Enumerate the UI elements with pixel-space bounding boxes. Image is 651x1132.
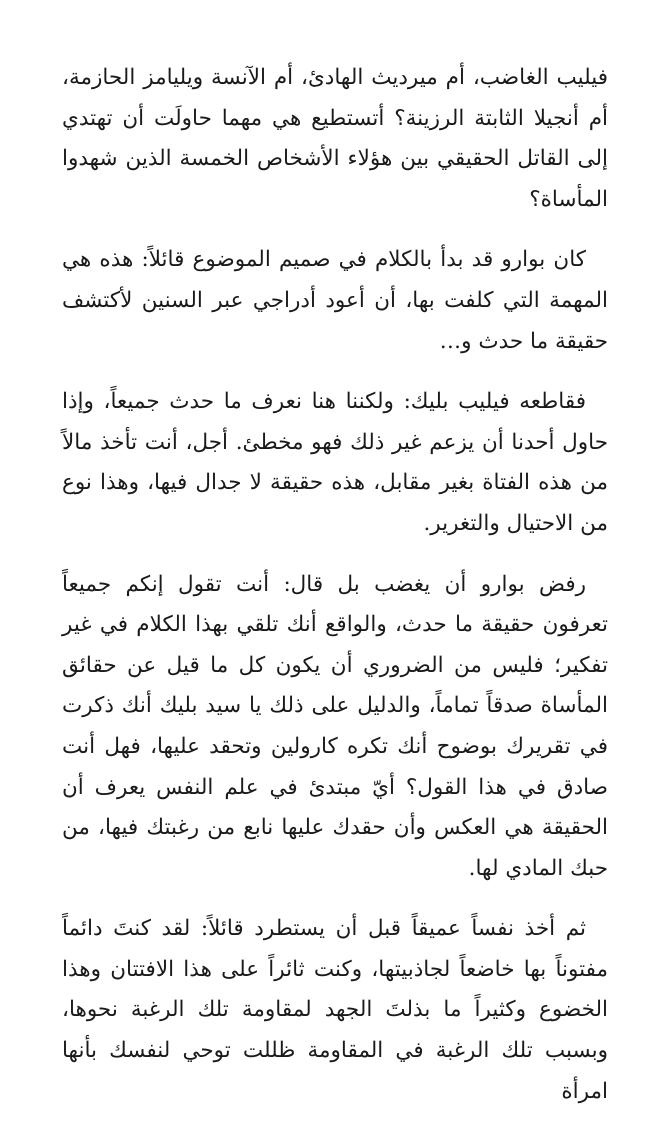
- paragraph-5: ثم أخذ نفساً عميقاً قبل أن يستطرد قائلاً: لقد كنتَ دائماً مفتوناً بها خاضعاً لجاذبيتها، وكنت ثائراً على هذا الافتتان وهذا الخضوع وكثيراً ما بذلتَ الجهد لمقاومة تلك الرغبة نحوها، وبسبب تلك الرغبة في المقاومة ظللت توحي لنفسك بأنها امرأة: [62, 916, 608, 1104]
- book-page: [62, 58, 608, 1132]
- paragraph-3: فقاطعه فيليب بليك: ولكننا هنا نعرف ما حدث جميعاً، وإذا حاول أحدنا أن يزعم غير ذلك فهو مخطئ. أجل، أنت تأخذ مالاً من هذه الفتاة بغير مقابل، هذه حقيقة لا جدال فيها، وهذا نوع من الاحتيال والتغرير.: [62, 389, 608, 536]
- paragraph-1: فيليب الغاضب، أم ميرديث الهادئ، أم الآنسة ويليامز الحازمة، أم أنجيلا الثابتة الرزينة؟ أتستطيع هي مهما حاولَت أن تهتدي إلى القاتل الحقيقي بين هؤلاء الأشخاص الخمسة الذين شهدوا المأساة؟: [62, 65, 609, 212]
- paragraph-4: رفض بوارو أن يغضب بل قال: أنت تقول إنكم جميعاً تعرفون حقيقة ما حدث، والواقع أنك تلقي بهذا الكلام في غير تفكير؛ فليس من الضروري أن يكون كل ما قيل عن حقائق المأساة صدقاً تماماً، والدليل على ذلك يا سيد بليك أنك ذكرت في تقريرك بوضوح أنك تكره كارولين وتحقد عليها، فهل أنت صادق في هذا القول؟ أيّ مبتدئ في علم النفس يعرف أن الحقيقة هي العكس وأن حقدك عليها نابع من رغبتك فيها، من حبك المادي لها.: [62, 571, 608, 881]
- paragraph-2: كان بوارو قد بدأ بالكلام في صميم الموضوع قائلاً: هذه هي المهمة التي كلفت بها، أن أعود أدراجي عبر السنين لأكتشف حقيقة ما حدث و…: [62, 247, 608, 354]
